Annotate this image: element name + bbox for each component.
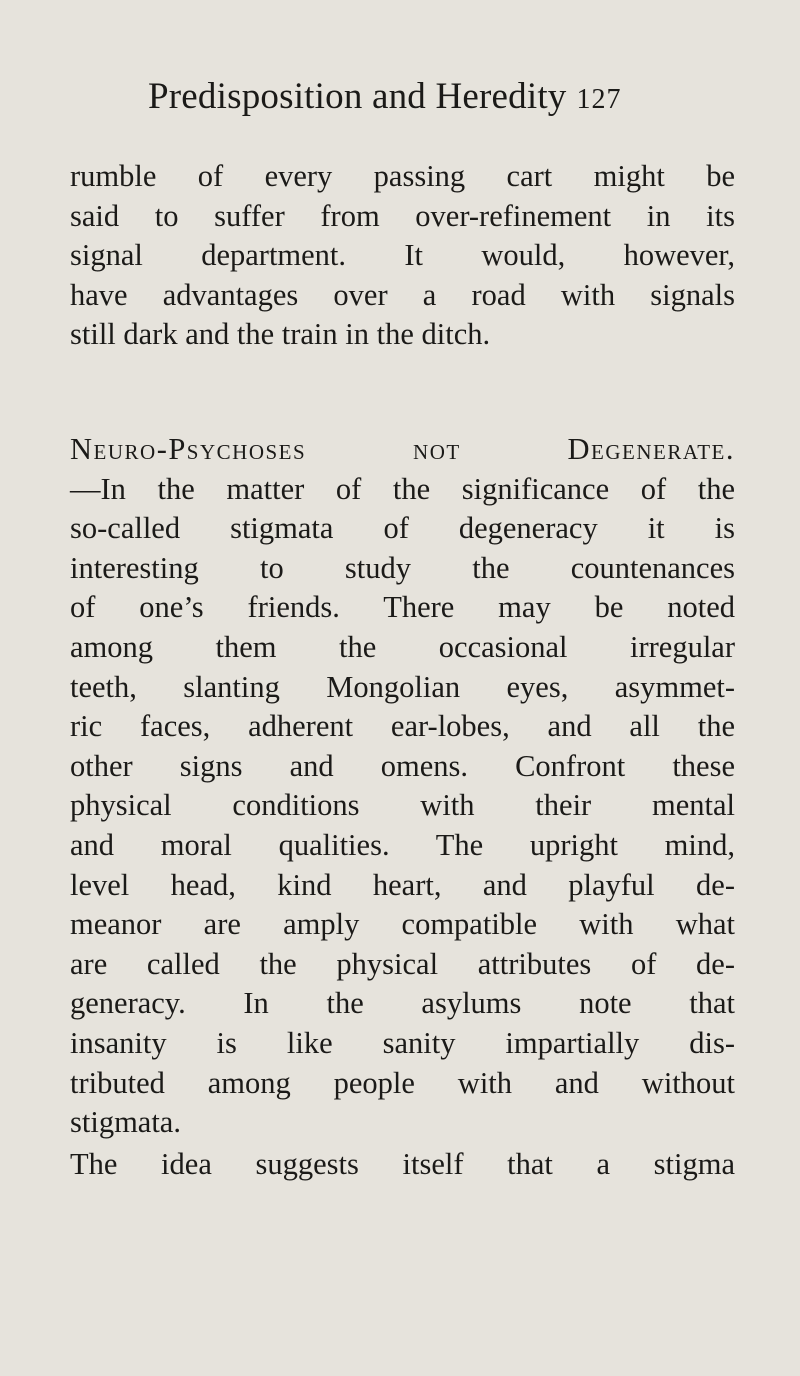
- section-heading: Neuro-Psychoses not Degenerate.: [70, 432, 735, 466]
- text-line: level head, kind heart, and playful de-: [70, 867, 735, 902]
- text-line: The idea suggests itself that a stigma: [70, 1147, 735, 1181]
- text-line: generacy. In the asylums note that: [70, 986, 735, 1021]
- text-line: stigmata.: [70, 1105, 181, 1140]
- text-line: signal department. It would, however,: [70, 238, 735, 273]
- running-head-title: Predisposition and Heredity: [148, 76, 567, 117]
- page-number: 127: [576, 84, 622, 115]
- text-line: teeth, slanting Mongolian eyes, asymmet-: [70, 669, 735, 704]
- text-line: have advantages over a road with signals: [70, 277, 735, 312]
- text-line: tributed among people with and without: [70, 1065, 735, 1100]
- text-line: other signs and omens. Confront these: [70, 748, 735, 783]
- paragraph-continuation: [70, 157, 735, 355]
- text-line: of one’s friends. There may be noted: [70, 590, 735, 625]
- text-line: rumble of every passing cart might be: [70, 159, 735, 193]
- paragraph-idea-stigma: [70, 1145, 735, 1185]
- text-line: are called the physical attributes of de-: [70, 946, 735, 981]
- text-line: so-called stigmata of degeneracy it is: [70, 511, 735, 546]
- text-line: still dark and the train in the ditch.: [70, 317, 491, 352]
- text-line: among them the occasional irregular: [70, 629, 735, 664]
- running-head: [148, 72, 748, 122]
- text-line: insanity is like sanity impartially dis-: [70, 1025, 735, 1060]
- text-line: interesting to study the countenances: [70, 550, 735, 585]
- text-line: —In the matter of the significance of the: [70, 471, 735, 506]
- paragraph-neuro-psychoses: [70, 430, 735, 1143]
- text-line: said to suffer from over-refinement in its: [70, 198, 735, 233]
- text-line: ric faces, adherent ear-lobes, and all the: [70, 709, 735, 744]
- text-line: meanor are amply compatible with what: [70, 907, 735, 942]
- text-line: physical conditions with their mental: [70, 788, 735, 823]
- text-line: and moral qualities. The upright mind,: [70, 827, 735, 862]
